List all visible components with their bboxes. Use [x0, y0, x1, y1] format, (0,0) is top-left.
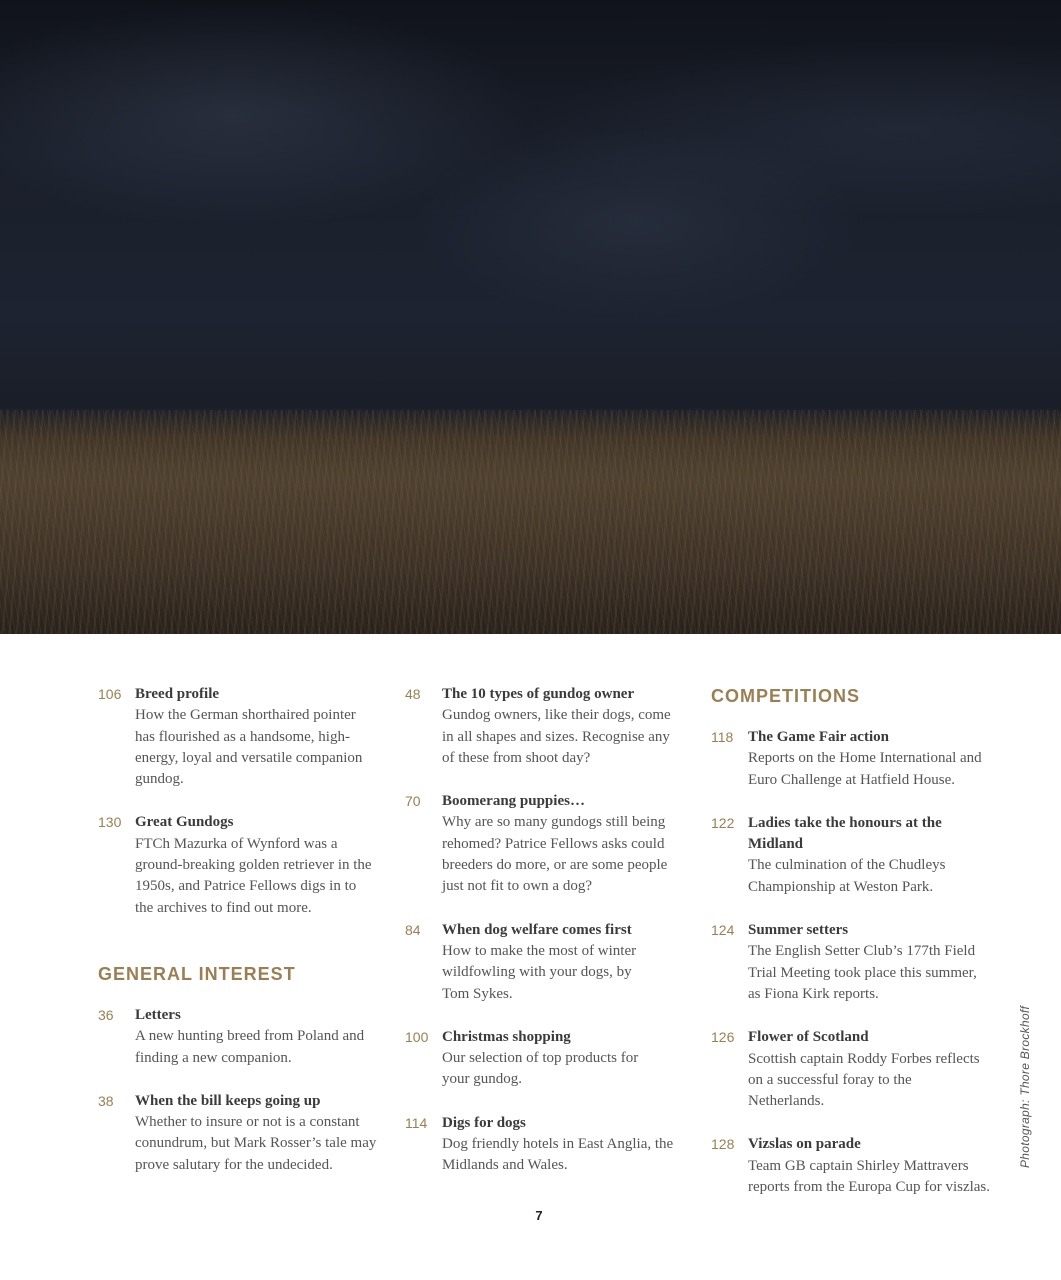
entry-title: Flower of Scotland	[748, 1029, 869, 1046]
entry-description: Why are so many gundogs still being rehomed? Patrice Fellows asks could breeders do more, or are some people just not fit to own a dog?	[442, 814, 668, 895]
contents-entry[interactable]	[405, 791, 685, 897]
entry-page-number: 100	[405, 1028, 429, 1045]
entry-title: Boomerang puppies…	[442, 793, 585, 810]
entry-description: Gundog owners, like their dogs, come in all shapes and sizes. Recognise any of these from shoot day?	[442, 707, 671, 766]
contents-entry[interactable]	[711, 1134, 991, 1198]
entry-title: Great Gundogs	[135, 814, 234, 831]
contents-entry[interactable]	[98, 684, 378, 790]
entry-title: Ladies take the honours at the Midland	[748, 814, 942, 853]
column-1	[98, 684, 378, 1176]
entry-description: A new hunting breed from Poland and finding a new companion.	[135, 1028, 365, 1066]
entry-description: Whether to insure or not is a constant conundrum, but Mark Rosser’s tale may prove salutary for the undecided.	[135, 1114, 377, 1173]
contents-entry[interactable]	[405, 920, 685, 1005]
contents-entry[interactable]	[711, 1027, 991, 1112]
entry-title: The 10 types of gundog owner	[442, 686, 635, 702]
entry-title: Breed profile	[135, 686, 220, 702]
photo-credit: Photograph: Thore Brockhoff	[1018, 1005, 1032, 1168]
contents-entry[interactable]	[711, 813, 991, 898]
entry-title: Christmas shopping	[442, 1028, 571, 1045]
contents-entry[interactable]	[711, 727, 991, 791]
entry-description: FTCh Mazurka of Wynford was a ground-breaking golden retriever in the 1950s, and Patrice Fellows digs in to the archives to find out more.	[135, 835, 372, 916]
entry-description: How the German shorthaired pointer has flourished as a handsome, high-energy, loyal and versatile companion gundog.	[135, 707, 363, 788]
entry-page-number: 36	[98, 1006, 114, 1023]
entry-title: The Game Fair action	[748, 729, 889, 745]
column-3	[711, 684, 991, 1198]
entry-title: Vizslas on parade	[748, 1136, 861, 1153]
contents-entry[interactable]	[405, 1113, 685, 1177]
contents-entry[interactable]	[98, 1091, 378, 1176]
entry-page-number: 130	[98, 814, 122, 831]
entry-description: Our selection of top products for your gundog.	[442, 1050, 639, 1088]
entry-page-number: 128	[711, 1136, 735, 1153]
entry-page-number: 38	[98, 1092, 114, 1109]
contents-entry[interactable]	[98, 1005, 378, 1069]
contents-entry[interactable]	[405, 684, 685, 769]
contents-entry[interactable]	[711, 920, 991, 1005]
contents-entry[interactable]	[98, 812, 378, 918]
entry-description: Dog friendly hotels in East Anglia, the Midlands and Wales.	[442, 1136, 674, 1174]
column-2	[405, 684, 685, 1177]
section-heading-competitions: COMPETITIONS	[711, 686, 861, 706]
entry-description: Team GB captain Shirley Mattravers reports from the Europa Cup for viszlas.	[748, 1157, 991, 1196]
entry-page-number: 114	[405, 1114, 428, 1131]
entry-page-number: 48	[405, 686, 421, 702]
entry-description: The English Setter Club’s 177th Field Trial Meeting took place this summer, as Fiona Kirk reports.	[748, 943, 977, 1002]
section-heading-general-interest: GENERAL INTEREST	[98, 963, 296, 984]
entry-page-number: 70	[405, 793, 421, 810]
entry-title: When dog welfare comes first	[442, 921, 632, 938]
entry-description: Reports on the Home International and Euro Challenge at Hatfield House.	[748, 750, 982, 788]
entry-page-number: 124	[711, 922, 735, 939]
grass-field	[0, 410, 1061, 634]
entry-title: When the bill keeps going up	[135, 1092, 321, 1109]
entry-page-number: 106	[98, 686, 122, 702]
entry-description: How to make the most of winter wildfowling with your dogs, by Tom Sykes.	[442, 942, 637, 1002]
entry-title: Letters	[135, 1006, 181, 1023]
entry-description: The culmination of the Chudleys Championship at Weston Park.	[748, 857, 946, 895]
entry-page-number: 84	[405, 921, 421, 938]
entry-page-number: 126	[711, 1029, 735, 1046]
entry-title: Summer setters	[748, 922, 849, 939]
entry-page-number: 122	[711, 814, 735, 831]
hero-photo	[0, 0, 1061, 634]
entry-page-number: 118	[711, 729, 734, 745]
page-number: 7	[535, 1208, 543, 1223]
entry-description: Scottish captain Roddy Forbes reflects on a successful foray to the Netherlands.	[748, 1050, 980, 1110]
contents-entry[interactable]	[405, 1027, 685, 1091]
entry-title: Digs for dogs	[442, 1114, 526, 1131]
